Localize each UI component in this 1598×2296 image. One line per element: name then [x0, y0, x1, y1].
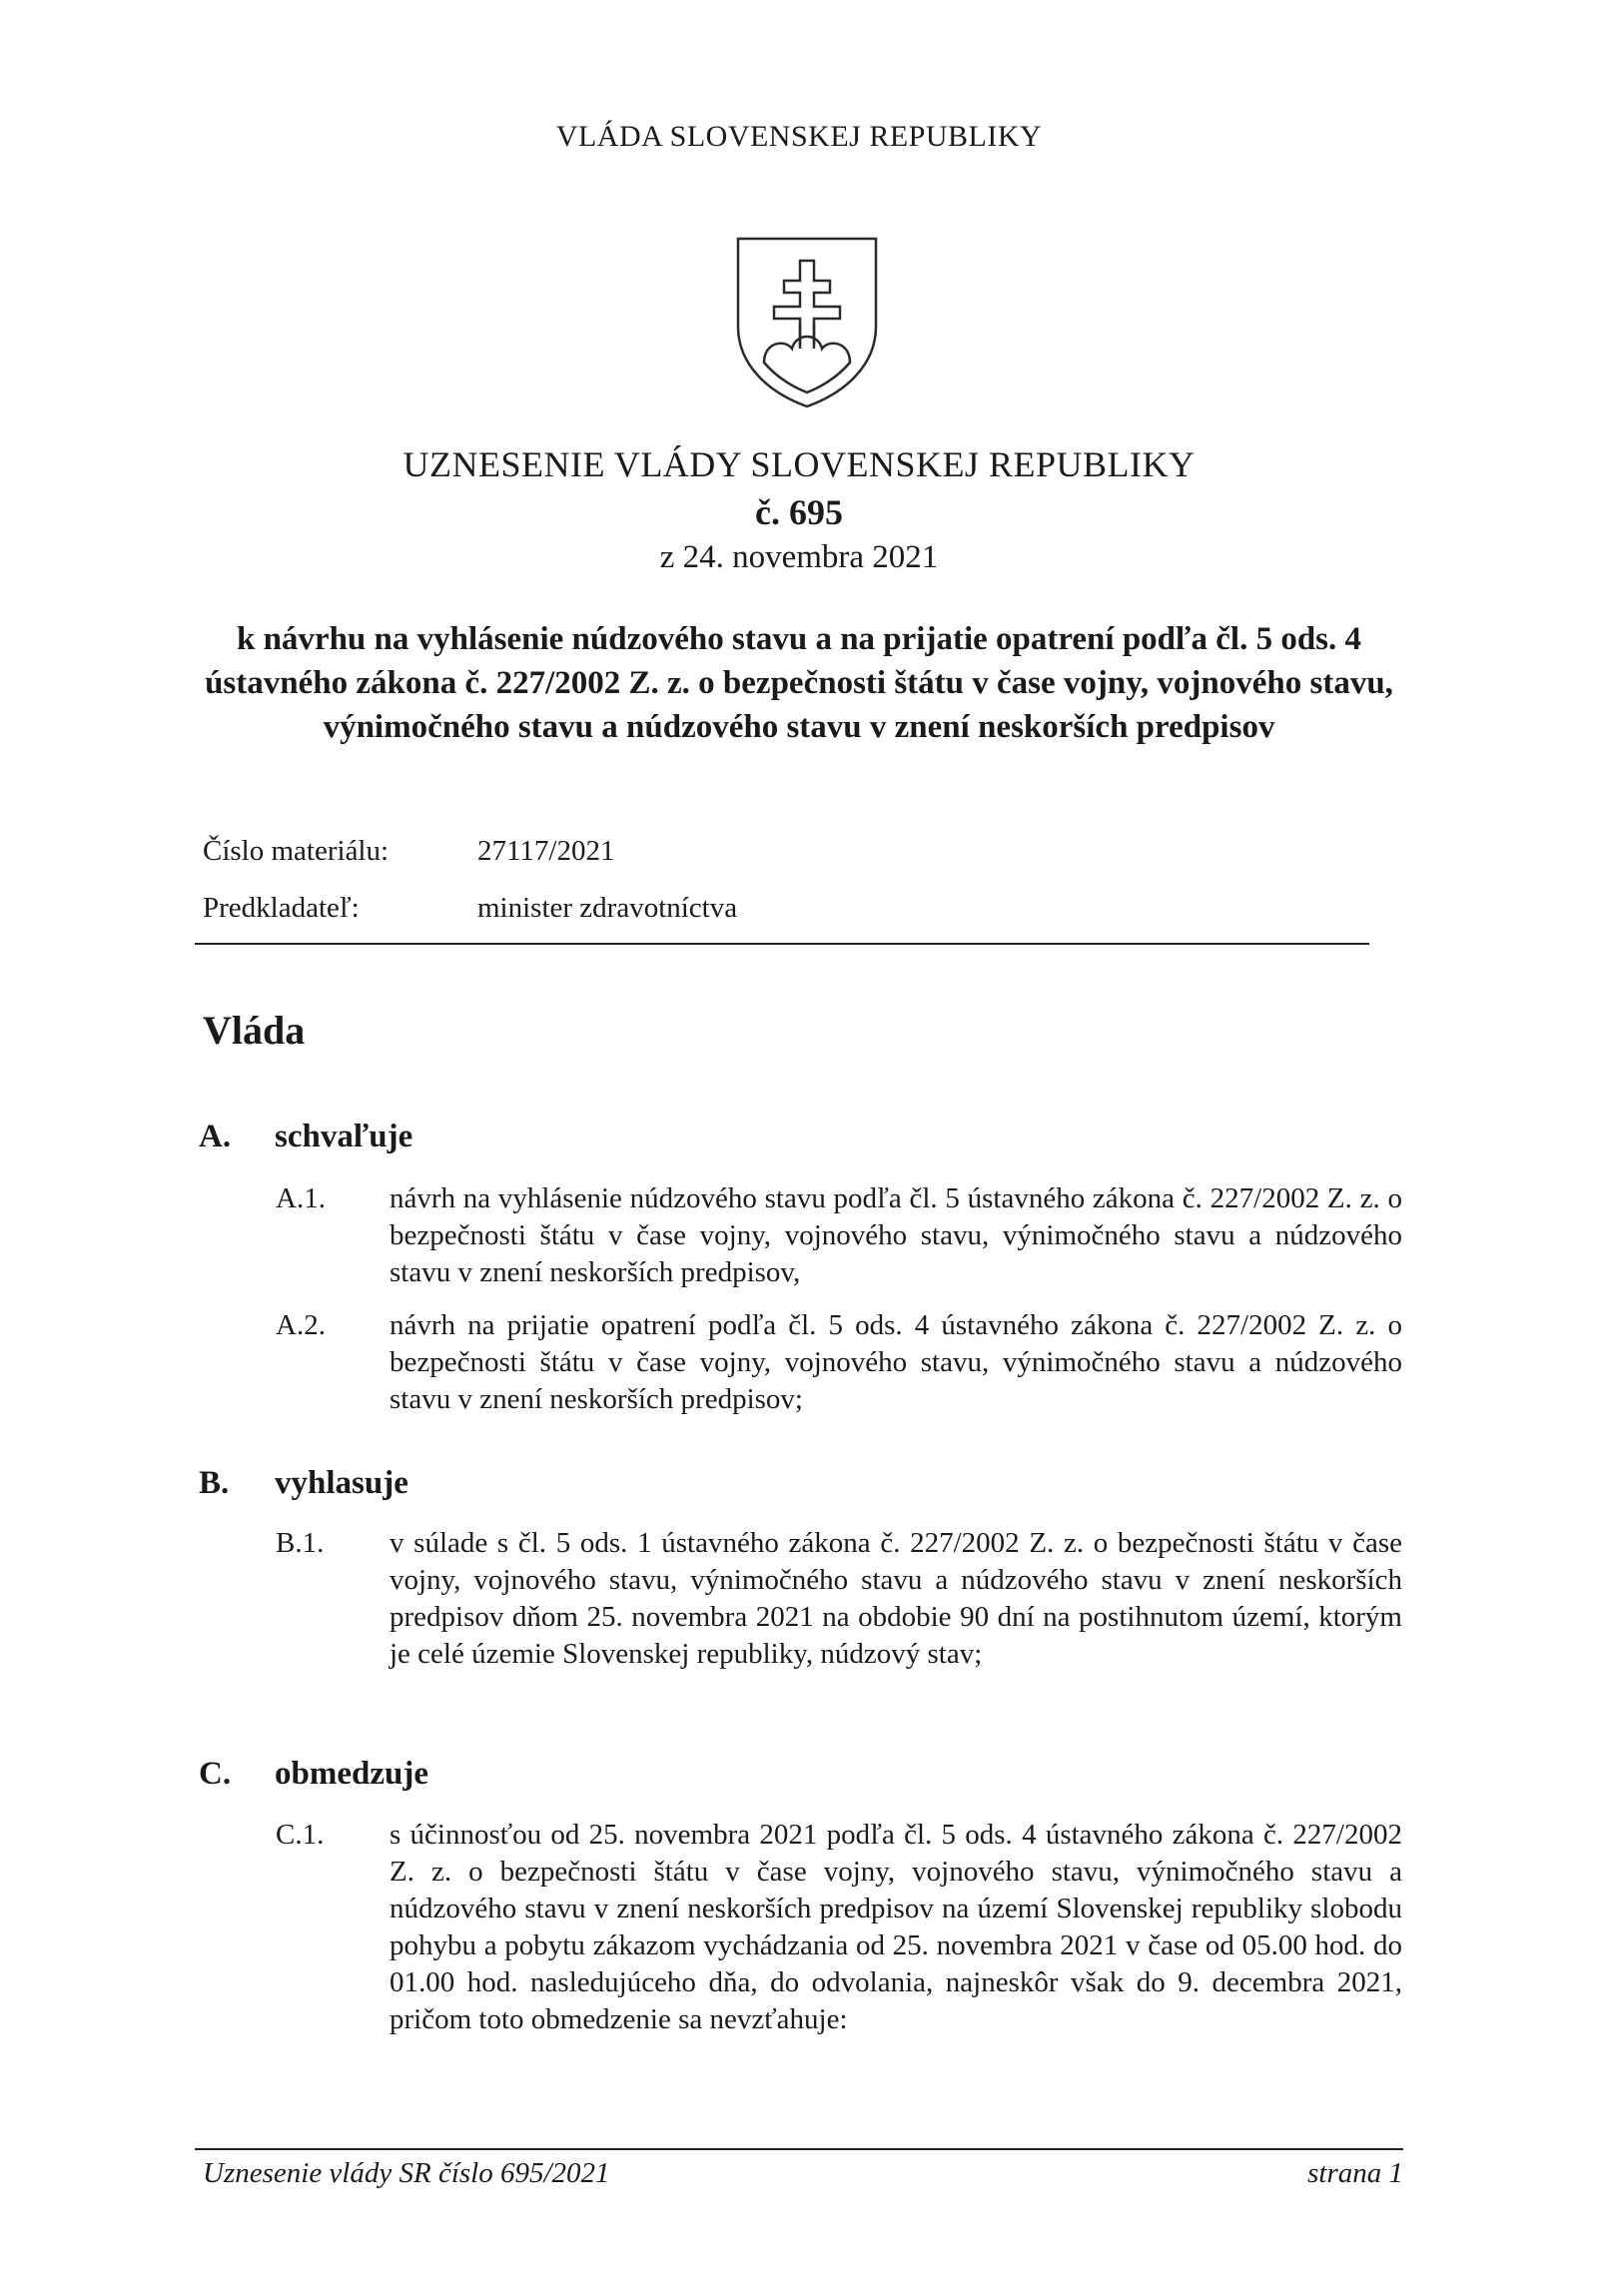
- section-heading-c: obmedzuje: [275, 1756, 428, 1792]
- submitter-value: minister zdravotníctva: [477, 892, 738, 924]
- item-text-a1: návrh na vyhlásenie núdzového stavu podľa čl. 5 ústavného zákona č. 227/2002 Z. z. o bezpečnosti štátu v čase vojny, vojnového stavu, výnimočného stavu a núdzového stavu v znení neskorších predpisov,: [390, 1182, 1402, 1288]
- header-divider: [195, 943, 1369, 945]
- section-heading-a: schvaľuje: [275, 1119, 413, 1154]
- item-text-c1: s účinnosťou od 25. novembra 2021 podľa čl. 5 ods. 4 ústavného zákona č. 227/2002 Z. z. o bezpečnosti štátu v čase vojny, vojnového stavu, výnimočného stavu a núdzového stavu v znení neskorších predpisov na území Slovenskej republiky slobodu pohybu a pobytu zákazom vychádzania od 25. novembra 2021 v čase od 05.00 hod. do 01.00 hod. nasledujúceho dňa, do odvolania, najneskôr však do 9. decembra 2021, pričom toto obmedzenie sa nevzťahuje:: [390, 1819, 1402, 2035]
- body-heading: Vláda: [203, 1008, 306, 1053]
- item-text-a2: návrh na prijatie opatrení podľa čl. 5 ods. 4 ústavného zákona č. 227/2002 Z. z. o bezpečnosti štátu v čase vojny, vojnového stavu, výnimočného stavu a núdzového stavu v znení neskorších predpisov;: [390, 1309, 1402, 1415]
- government-header: VLÁDA SLOVENSKEJ REPUBLIKY: [555, 120, 1043, 153]
- resolution-title: UZNESENIE VLÁDY SLOVENSKEJ REPUBLIKY: [402, 444, 1196, 484]
- resolution-date: z 24. novembra 2021: [659, 539, 939, 575]
- material-number-label: Číslo materiálu:: [203, 835, 390, 867]
- item-number-c1: C.1.: [276, 1819, 325, 1851]
- section-letter-a: A.: [199, 1119, 232, 1154]
- section-letter-b: B.: [199, 1465, 230, 1501]
- state-emblem-icon: [734, 235, 880, 409]
- footer-divider: [195, 2148, 1403, 2150]
- item-number-b1: B.1.: [276, 1527, 325, 1559]
- item-text-b1: v súlade s čl. 5 ods. 1 ústavného zákona č. 227/2002 Z. z. o bezpečnosti štátu v čase vojny, vojnového stavu, výnimočného stavu a núdzového stavu v znení neskorších predpisov dňom 25. novembra 2021 na obdobie 90 dní na postihnutom území, ktorým je celé územie Slovenskej republiky, núdzový stav;: [390, 1527, 1402, 1670]
- resolution-number: č. 695: [755, 492, 843, 532]
- resolution-subject: k návrhu na vyhlásenie núdzového stavu a na prijatie opatrení podľa čl. 5 ods. 4 ústavného zákona č. 227/2002 Z. z. o bezpečnosti štátu v čase vojny, vojnového stavu, výnimočného stavu a núdzového stavu v znení neskorších predpisov: [205, 621, 1393, 745]
- submitter-label: Predkladateľ:: [203, 892, 360, 924]
- material-number-value: 27117/2021: [477, 835, 615, 867]
- section-letter-c: C.: [199, 1756, 232, 1792]
- footer-document-reference: Uznesenie vlády SR číslo 695/2021: [203, 2157, 610, 2189]
- section-heading-b: vyhlasuje: [275, 1465, 408, 1501]
- item-number-a2: A.2.: [276, 1309, 326, 1341]
- item-number-a1: A.1.: [276, 1182, 326, 1214]
- footer-page-number: strana 1: [1307, 2157, 1403, 2189]
